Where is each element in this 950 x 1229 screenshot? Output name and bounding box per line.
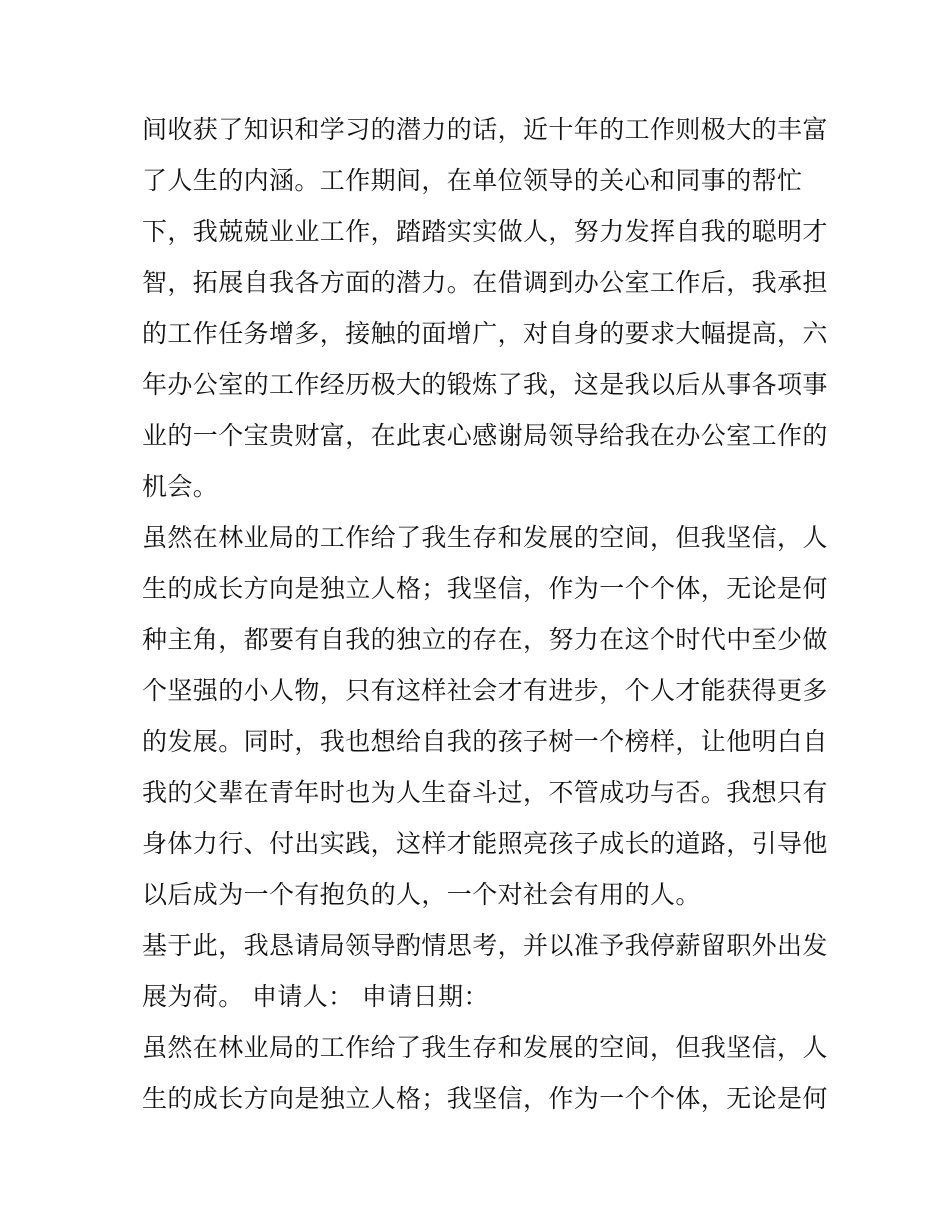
text-line-13: 的发展。同时，我也想给自我的孩子树一个榜样，让他明白自: [142, 727, 828, 756]
text-line-16: 以后成为一个有抱负的人，一个对社会有用的人。: [142, 880, 701, 909]
text-line-11: 种主角，都要有自我的独立的存在，努力在这个时代中至少做: [142, 625, 828, 654]
text-line-2: 了人生的内涵。工作期间，在单位领导的关心和同事的帮忙: [142, 166, 803, 195]
text-line-8: 机会。: [142, 472, 219, 501]
text-line-10: 生的成长方向是独立人格；我坚信，作为一个个体，无论是何: [142, 574, 828, 603]
text-line-7: 业的一个宝贵财富，在此衷心感谢局领导给我在办公室工作的: [142, 421, 828, 450]
text-line-14: 我的父辈在青年时也为人生奋斗过，不管成功与否。我想只有: [142, 778, 828, 807]
text-line-9: 虽然在林业局的工作给了我生存和发展的空间，但我坚信，人: [142, 523, 828, 552]
text-line-3: 下，我兢兢业业工作，踏踏实实做人，努力发挥自我的聪明才: [142, 217, 828, 246]
text-line-19: 虽然在林业局的工作给了我生存和发展的空间，但我坚信，人: [142, 1033, 828, 1062]
text-line-1: 间收获了知识和学习的潜力的话，近十年的工作则极大的丰富: [142, 115, 828, 144]
text-line-4: 智，拓展自我各方面的潜力。在借调到办公室工作后，我承担: [142, 268, 828, 297]
text-line-12: 个坚强的小人物，只有这样社会才有进步，个人才能获得更多: [142, 676, 828, 705]
text-line-18: 展为荷。 申请人： 申请日期：: [142, 982, 489, 1011]
text-line-20: 生的成长方向是独立人格；我坚信，作为一个个体，无论是何: [142, 1084, 828, 1113]
text-line-6: 年办公室的工作经历极大的锻炼了我，这是我以后从事各项事: [142, 370, 828, 399]
text-line-5: 的工作任务增多，接触的面增广，对自身的要求大幅提高，六: [142, 319, 828, 348]
text-line-17: 基于此，我恳请局领导酌情思考，并以准予我停薪留职外出发: [142, 931, 828, 960]
text-line-15: 身体力行、付出实践，这样才能照亮孩子成长的道路，引导他: [142, 829, 828, 858]
